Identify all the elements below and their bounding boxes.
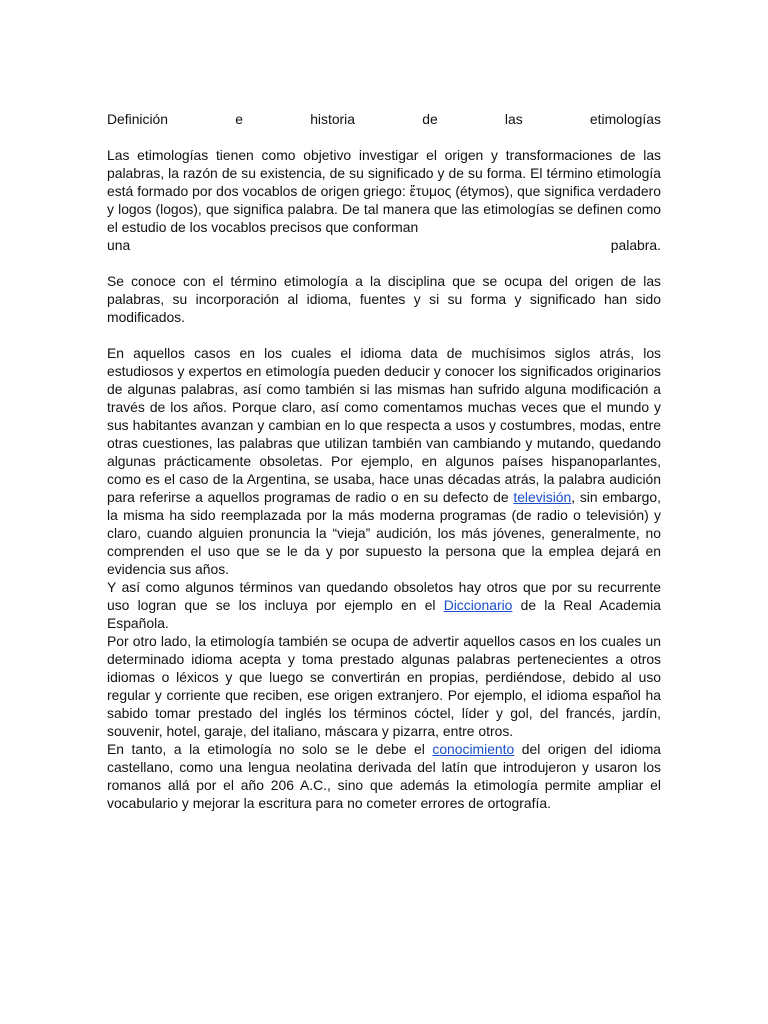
title-word: e bbox=[235, 111, 243, 127]
paragraph-definition-last-line bbox=[107, 236, 661, 254]
title-word: Definición bbox=[107, 111, 168, 127]
last-line-left: una bbox=[107, 237, 131, 253]
paragraph-knowledge-text-1: En tanto, a la etimología no solo se le debe el bbox=[107, 741, 433, 757]
paragraph-history bbox=[107, 344, 661, 578]
title-word: etimologías bbox=[589, 111, 661, 127]
paragraph-discipline: Se conoce con el término etimología a la disciplina que se ocupa del origen de las palabras, su incorporación al idioma, fuentes y si su forma y significado han sido modificados. bbox=[107, 273, 661, 325]
paragraph-dictionary-text-1: Y así como algunos términos van quedando obsoletos hay otros que por su recurrente uso logran que se los incluya por ejemplo en el bbox=[107, 579, 661, 613]
paragraph-definition bbox=[107, 146, 661, 254]
paragraph-borrowing: Por otro lado, la etimología también se ocupa de advertir aquellos casos en los cuales un determinado idioma acepta y toma prestado algunas palabras pertenecientes a otros idiomas o léxicos y que luego se convertirán en propias, perdiéndose, debido al uso regular y corriente que reciben, ese origen extranjero. Por ejemplo, el idioma español ha sabido tomar prestado del inglés los términos cóctel, líder y gol, del francés, jardín, souvenir, hotel, garaje, del italiano, máscara y pizarra, entre otros. bbox=[107, 633, 661, 739]
last-line-right: palabra. bbox=[610, 237, 661, 253]
document-title bbox=[107, 110, 661, 128]
link-television[interactable]: televisión bbox=[513, 489, 572, 505]
paragraph-dictionary-text-2: de la Real Academia Española. bbox=[107, 597, 661, 631]
paragraph-history-text-1: En aquellos casos en los cuales el idioma data de muchísimos siglos atrás, los estudiosos y expertos en etimología pueden deducir y conocer los significados originarios de algunas palabras, así como también si las mismas han sufrido alguna modificación a través de los años. Porque claro, así como comentamos muchas veces que el mundo y sus habitantes avanzan y cambian en lo que respecta a usos y costumbres, modas, entre otras cuestiones, las palabras que utilizan también van cambiando y mutando, quedando algunas prácticamente obsoletas. Por ejemplo, en algunos países hispanoparlantes, como es el caso de la Argentina, se usaba, hace unas décadas atrás, la palabra audición para referirse a aquellos programas de radio o en su defecto de bbox=[107, 345, 661, 505]
document-page bbox=[107, 110, 661, 812]
link-conocimiento[interactable]: conocimiento bbox=[432, 741, 515, 757]
title-word: historia bbox=[310, 111, 355, 127]
paragraph-dictionary bbox=[107, 578, 661, 632]
paragraph-knowledge-text-2: del origen del idioma castellano, como una lengua neolatina derivada del latín que introdujeron y usaron los romanos allá por el año 206 A.C., sino que además la etimología permite ampliar el vocabulario y mejorar la escritura para no cometer errores de ortografía. bbox=[107, 741, 661, 811]
paragraph-knowledge bbox=[107, 740, 661, 812]
paragraph-history-text-2: , sin embargo, la misma ha sido reemplazada por la más moderna programas (de radio o televisión) y claro, cuando alguien pronuncia la “vieja” audición, los más jóvenes, generalmente, no comprenden el uso que se le da y por supuesto la persona que la emplea dejará en evidencia sus años. bbox=[107, 489, 661, 577]
title-word: las bbox=[504, 111, 523, 127]
link-diccionario[interactable]: Diccionario bbox=[443, 597, 513, 613]
paragraph-definition-text: Las etimologías tienen como objetivo investigar el origen y transformaciones de las palabras, la razón de su existencia, de su significado y de su forma. El término etimología está formado por dos vocablos de origen griego: ἔτυμος (étymos), que significa verdadero y logos (logos), que significa palabra. De tal manera que las etimologías se definen como el estudio de los vocablos precisos que conforman bbox=[107, 147, 661, 235]
title-word: de bbox=[422, 111, 438, 127]
